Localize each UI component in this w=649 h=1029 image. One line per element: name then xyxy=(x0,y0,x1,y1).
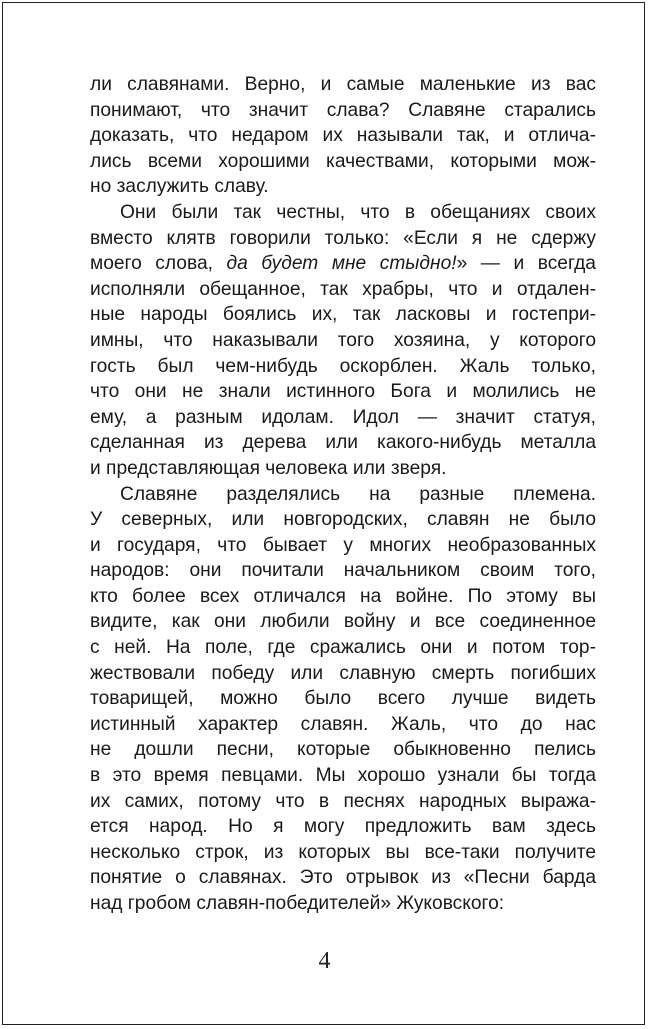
text-line: лись всеми хорошими качествами, которыми мож- xyxy=(90,150,596,172)
text-line: сделанная из дерева или какого-нибудь металла xyxy=(90,432,596,454)
text-line: вместо клятв говорили только: «Если я не сдержу xyxy=(90,227,596,249)
text-line: но заслужить славу. xyxy=(90,176,269,198)
text-line: с ней. На поле, где сражались они и потом тор- xyxy=(90,637,596,659)
text-line: исполняли обещанное, так храбры, что и отдален- xyxy=(90,278,596,300)
text-line: и представляющая человека или зверя. xyxy=(90,457,447,479)
text-run: » — и всегда xyxy=(456,253,596,275)
text-line: ему, а разным идолам. Идол — значит статуя, xyxy=(90,406,596,428)
text-line: имны, что наказывали того хозяина, у которого xyxy=(90,329,596,351)
text-line: товарищей, можно было всего лучше видеть xyxy=(90,688,596,710)
text-line: их самих, потому что в песнях народных выража- xyxy=(90,790,596,812)
page-number: 4 xyxy=(318,948,331,974)
text-run: моего слова, xyxy=(90,253,227,275)
italic-quote: да будет мне стыдно! xyxy=(226,253,457,275)
text-line: У северных, или новгородских, славян не было xyxy=(90,509,596,531)
text-line: ется народ. Но я могу предложить вам здесь xyxy=(90,816,596,838)
text-line: истинный характер славян. Жаль, что до нас xyxy=(90,713,596,735)
text-line: в это время певцами. Мы хорошо узнали бы тогда xyxy=(90,765,596,787)
text-line: Славяне разделялись на разные племена. xyxy=(120,483,596,505)
text-line: жествовали победу или славную смерть погибших xyxy=(90,662,596,684)
text-line: народов: они почитали начальником своим того, xyxy=(90,560,596,582)
text-line: понятие о славянах. Это отрывок из «Песни барда xyxy=(90,867,596,889)
text-line: и государя, что бывает у многих необразованных xyxy=(90,534,596,556)
text-line: понимают, что значит слава? Славяне старались xyxy=(90,99,596,121)
text-line: над гробом славян-победителей» Жуковского: xyxy=(90,893,505,914)
text-line: несколько строк, из которых вы все-таки получите xyxy=(90,841,596,863)
text-line: не дошли песни, которые обыкновенно пелись xyxy=(90,739,596,761)
text-line: Они были так честны, что в обещаниях своих xyxy=(120,201,596,223)
text-line: кто более всех отличался на войне. По этому вы xyxy=(90,585,596,607)
text-line: доказать, что недаром их называли так, и отлича- xyxy=(90,125,596,147)
text-line: ные народы боялись их, так ласковы и гостепри- xyxy=(90,304,596,326)
text-line: ли славянами. Верно, и самые маленькие из вас xyxy=(90,74,596,95)
document-body xyxy=(90,72,596,917)
text-line: видите, как они любили войну и все соединенное xyxy=(90,611,596,633)
text-line: гость был чем-нибудь оскорблен. Жаль только, xyxy=(90,355,596,377)
text-line: что они не знали истинного Бога и молились не xyxy=(90,381,596,403)
text-line-mixed xyxy=(90,251,596,277)
